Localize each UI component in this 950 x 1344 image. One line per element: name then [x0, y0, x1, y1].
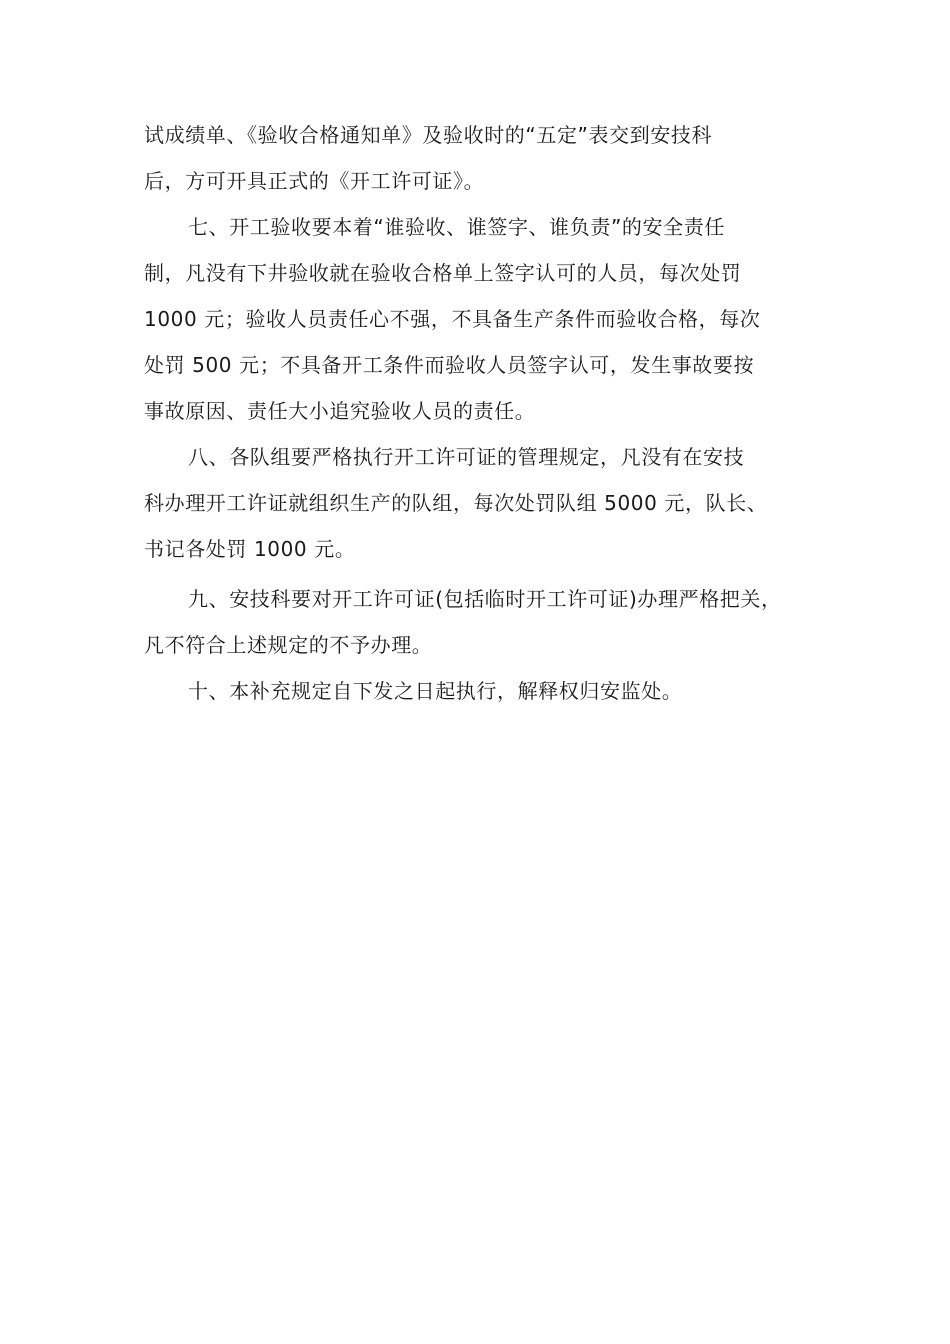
text-line: 事故原因、责任大小追究验收人员的责任。 [144, 399, 536, 423]
paragraph-item-7 [144, 204, 834, 434]
document-body [144, 112, 834, 714]
text-line: 科办理开工许证就组织生产的队组，每次处罚队组 5000 元，队长、 [144, 491, 768, 515]
paragraph-item-8 [144, 434, 834, 572]
text-line: 七、开工验收要本着“谁验收、谁签字、谁负责”的安全责任 [188, 215, 725, 239]
text-line: 制，凡没有下井验收就在验收合格单上签字认可的人员，每次处罚 [144, 261, 742, 285]
text-line: 八、各队组要严格执行开工许可证的管理规定，凡没有在安技 [188, 445, 745, 469]
text-line: 试成绩单、《验收合格通知单》及验收时的“五定”表交到安技科 [144, 123, 713, 147]
text-line: 处罚 500 元；不具备开工条件而验收人员签字认可，发生事故要按 [144, 353, 755, 377]
text-line: 凡不符合上述规定的不予办理。 [144, 633, 433, 657]
paragraph-item-9 [144, 576, 834, 668]
text-line: 十、本补充规定自下发之日起执行，解释权归安监处。 [188, 679, 683, 703]
text-line: 1000 元；验收人员责任心不强，不具备生产条件而验收合格，每次 [144, 307, 761, 331]
text-line: 书记各处罚 1000 元。 [144, 537, 356, 561]
paragraph-continuation [144, 112, 834, 204]
paragraph-item-10 [144, 668, 834, 714]
text-line: 后，方可开具正式的《开工许可证》。 [144, 169, 485, 193]
text-line: 九、安技科要对开工许可证(包括临时开工许可证)办理严格把关， [188, 587, 782, 611]
